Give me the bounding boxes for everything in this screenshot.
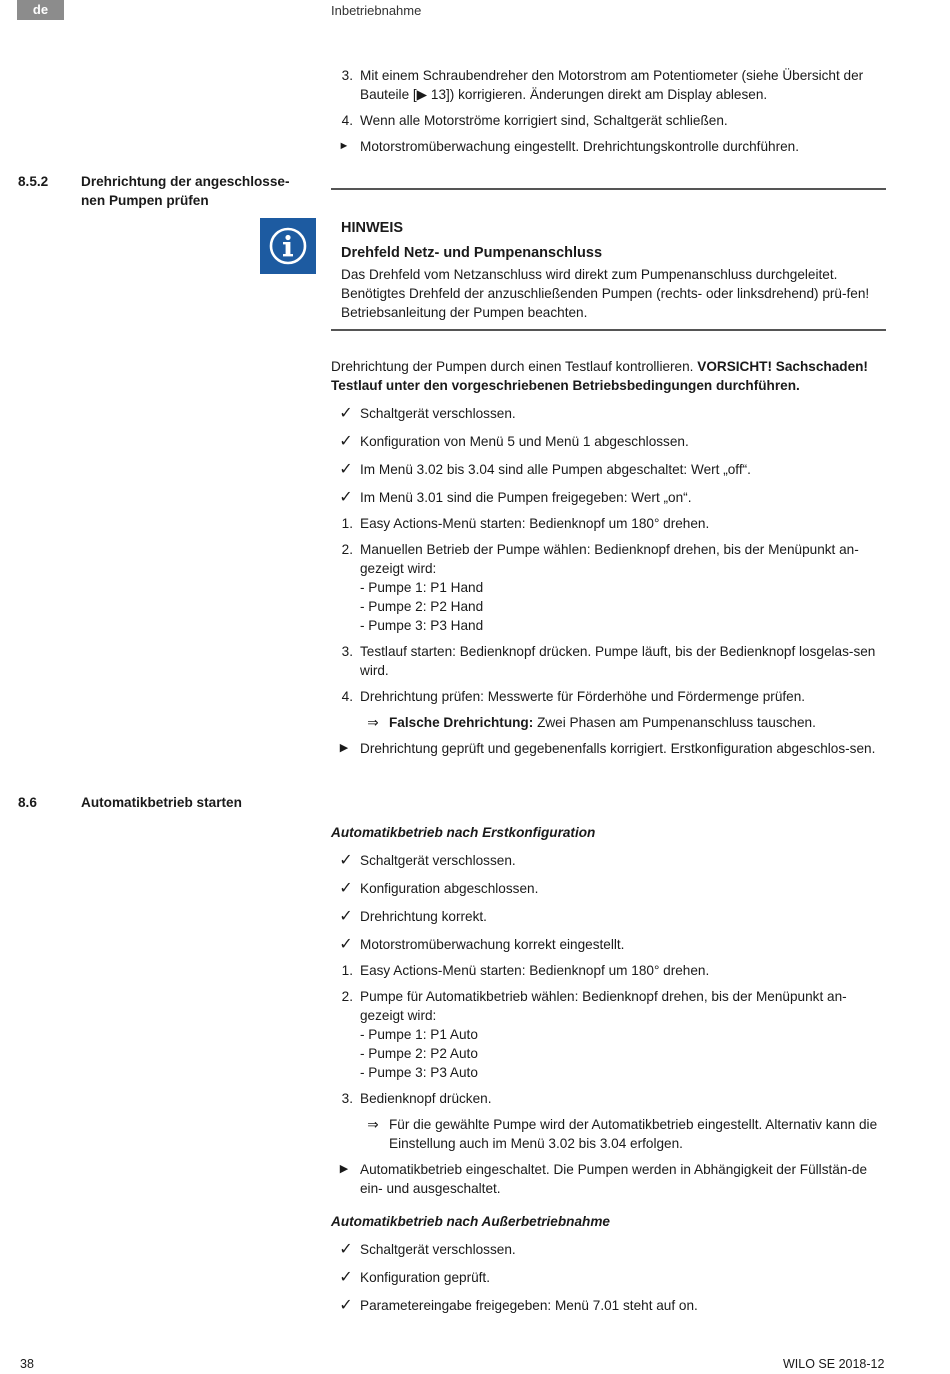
result-arrow-icon: ▶ <box>339 1163 349 1175</box>
section-number-86: 8.6 <box>18 795 37 810</box>
consequence-text: Zwei Phasen am Pumpenanschluss tauschen. <box>537 715 816 730</box>
precondition-text: Konfiguration abgeschlossen. <box>360 881 539 896</box>
precondition-item <box>331 1268 887 1287</box>
check-icon: ✓ <box>339 852 353 869</box>
rotation-section <box>331 357 887 765</box>
check-icon: ✓ <box>339 1297 353 1314</box>
precondition-text: Schaltgerät verschlossen. <box>360 853 516 868</box>
precondition-text: Drehrichtung korrekt. <box>360 909 487 924</box>
step-text: Pumpe für Automatikbetrieb wählen: Bedienknopf drehen, bis der Menüpunkt an-gezeigt wird: <box>360 989 847 1023</box>
precondition-item <box>331 935 887 954</box>
check-icon: ✓ <box>339 405 353 422</box>
step-1 <box>331 961 887 980</box>
section-number-852: 8.5.2 <box>18 174 49 189</box>
check-icon: ✓ <box>339 1241 353 1258</box>
precondition-text: Parametereingabe freigegeben: Menü 7.01 steht auf on. <box>360 1298 698 1313</box>
precondition-item <box>331 432 887 451</box>
precondition-text: Motorstromüberwachung korrekt eingestellt. <box>360 937 625 952</box>
result-text: Motorstromüberwachung eingestellt. Drehrichtungskontrolle durchführen. <box>360 139 800 154</box>
precondition-text: Im Menü 3.02 bis 3.04 sind alle Pumpen abgeschaltet: Wert „off“. <box>360 462 751 477</box>
check-icon: ✓ <box>339 908 353 925</box>
check-icon: ✓ <box>339 1269 353 1286</box>
notice-title: Drehfeld Netz- und Pumpenanschluss <box>341 245 603 261</box>
step-text: Easy Actions-Menü starten: Bedienknopf um 180° drehen. <box>360 963 710 978</box>
step-number: 2. <box>341 542 353 557</box>
info-glyph-icon <box>268 226 308 266</box>
precondition-text: Konfiguration geprüft. <box>360 1270 490 1285</box>
check-icon: ✓ <box>339 461 353 478</box>
step-number: 3. <box>341 644 353 659</box>
step-option: - Pumpe 1: P1 Hand <box>360 580 484 595</box>
step-number: 3. <box>341 1091 353 1106</box>
precondition-item <box>331 460 887 479</box>
step-2 <box>331 540 887 635</box>
result-item <box>331 739 887 758</box>
consequence-text: Für die gewählte Pumpe wird der Automatikbetrieb eingestellt. Alternativ kann die Einstellung auch im Menü 3.02 bis 3.04 erfolgen. <box>389 1117 878 1151</box>
auto-section <box>331 823 887 1322</box>
language-badge: de <box>17 0 64 20</box>
result-item <box>331 137 887 156</box>
step-3-consequence <box>331 1115 887 1153</box>
intro-warning: VORSICHT! Sachschaden! Testlauf unter den vorgeschriebenen Betriebsbedingungen durchführen. <box>331 359 868 393</box>
notice-bottom-rule <box>331 329 886 331</box>
result-text: Drehrichtung geprüft und gegebenenfalls korrigiert. Erstkonfiguration abgeschlos-sen. <box>360 741 876 756</box>
precondition-text: Im Menü 3.01 sind die Pumpen freigegeben: Wert „on“. <box>360 490 692 505</box>
notice-body: Das Drehfeld vom Netzanschluss wird direkt zum Pumpenanschluss durchgeleitet. Benötigtes Drehfeld der anzuschließenden Pumpen (rechts- oder linksdrehend) prü-fen! Betriebsanleitung der Pumpen beachten. <box>341 267 870 320</box>
precondition-item <box>331 907 887 926</box>
consequence-arrow-icon: ⇒ <box>367 1117 379 1132</box>
top-steps <box>331 66 887 163</box>
section-title-86: Automatikbetrieb starten <box>81 795 242 810</box>
precondition-item <box>331 488 887 507</box>
step-option: - Pumpe 2: P2 Hand <box>360 599 484 614</box>
footer-company: WILO SE 2018-12 <box>783 1357 885 1371</box>
step-number: 1. <box>341 516 353 531</box>
result-item <box>331 1160 887 1198</box>
step-3 <box>331 642 887 680</box>
step-option: - Pumpe 3: P3 Auto <box>360 1065 478 1080</box>
step-number: 2. <box>341 989 353 1004</box>
step-4-consequence <box>331 713 887 732</box>
precondition-text: Schaltgerät verschlossen. <box>360 406 516 421</box>
subheading-after-shutdown: Automatikbetrieb nach Außerbetriebnahme <box>331 1214 610 1229</box>
notice-top-rule <box>331 188 886 190</box>
result-text: Automatikbetrieb eingeschaltet. Die Pumpen werden in Abhängigkeit der Füllstän-de ein- und ausgeschaltet. <box>360 1162 868 1196</box>
step-1 <box>331 514 887 533</box>
page-number: 38 <box>20 1357 34 1371</box>
step-text: Manuellen Betrieb der Pumpe wählen: Bedienknopf drehen, bis der Menüpunkt an-gezeigt wird: <box>360 542 859 576</box>
step-text: Testlauf starten: Bedienknopf drücken. Pumpe läuft, bis der Bedienknopf losgelas-sen wird. <box>360 644 876 678</box>
consequence-arrow-icon: ⇒ <box>367 715 379 730</box>
precondition-item <box>331 879 887 898</box>
step-number: 3. <box>341 68 353 83</box>
precondition-item <box>331 851 887 870</box>
rotation-intro <box>331 357 887 395</box>
step-number: 4. <box>341 689 353 704</box>
check-icon: ✓ <box>339 489 353 506</box>
step-4 <box>331 687 887 706</box>
step-3 <box>331 1089 887 1108</box>
step-text: Bedienknopf drücken. <box>360 1091 492 1106</box>
result-arrow-icon: ► <box>338 140 350 152</box>
check-icon: ✓ <box>339 880 353 897</box>
step-option: - Pumpe 2: P2 Auto <box>360 1046 478 1061</box>
check-icon: ✓ <box>339 936 353 953</box>
step-text: Mit einem Schraubendreher den Motorstrom am Potentiometer (siehe Übersicht der Bauteile [▶ 13]) korrigieren. Änderungen direkt am Display ablesen. <box>360 68 864 102</box>
notice-label: HINWEIS <box>341 220 404 236</box>
step-text: Easy Actions-Menü starten: Bedienknopf um 180° drehen. <box>360 516 710 531</box>
check-icon: ✓ <box>339 433 353 450</box>
step-number: 1. <box>341 963 353 978</box>
subheading-first-config: Automatikbetrieb nach Erstkonfiguration <box>331 825 596 840</box>
info-icon <box>260 218 316 274</box>
intro-text: Drehrichtung der Pumpen durch einen Testlauf kontrollieren. <box>331 359 694 374</box>
step-text: Wenn alle Motorströme korrigiert sind, Schaltgerät schließen. <box>360 113 728 128</box>
header-title: Inbetriebnahme <box>331 3 422 18</box>
consequence-bold: Falsche Drehrichtung: <box>389 715 534 730</box>
precondition-text: Konfiguration von Menü 5 und Menü 1 abgeschlossen. <box>360 434 689 449</box>
step-4 <box>331 111 887 130</box>
section-title-852: Drehrichtung der angeschlosse-nen Pumpen prüfen <box>81 174 290 208</box>
step-number: 4. <box>341 113 353 128</box>
step-text: Drehrichtung prüfen: Messwerte für Förderhöhe und Fördermenge prüfen. <box>360 689 806 704</box>
precondition-item <box>331 404 887 423</box>
step-3 <box>331 66 887 104</box>
result-arrow-icon: ▶ <box>339 742 349 754</box>
precondition-item <box>331 1296 887 1315</box>
step-option: - Pumpe 3: P3 Hand <box>360 618 484 633</box>
step-2 <box>331 987 887 1082</box>
precondition-item <box>331 1240 887 1259</box>
precondition-text: Schaltgerät verschlossen. <box>360 1242 516 1257</box>
step-option: - Pumpe 1: P1 Auto <box>360 1027 478 1042</box>
